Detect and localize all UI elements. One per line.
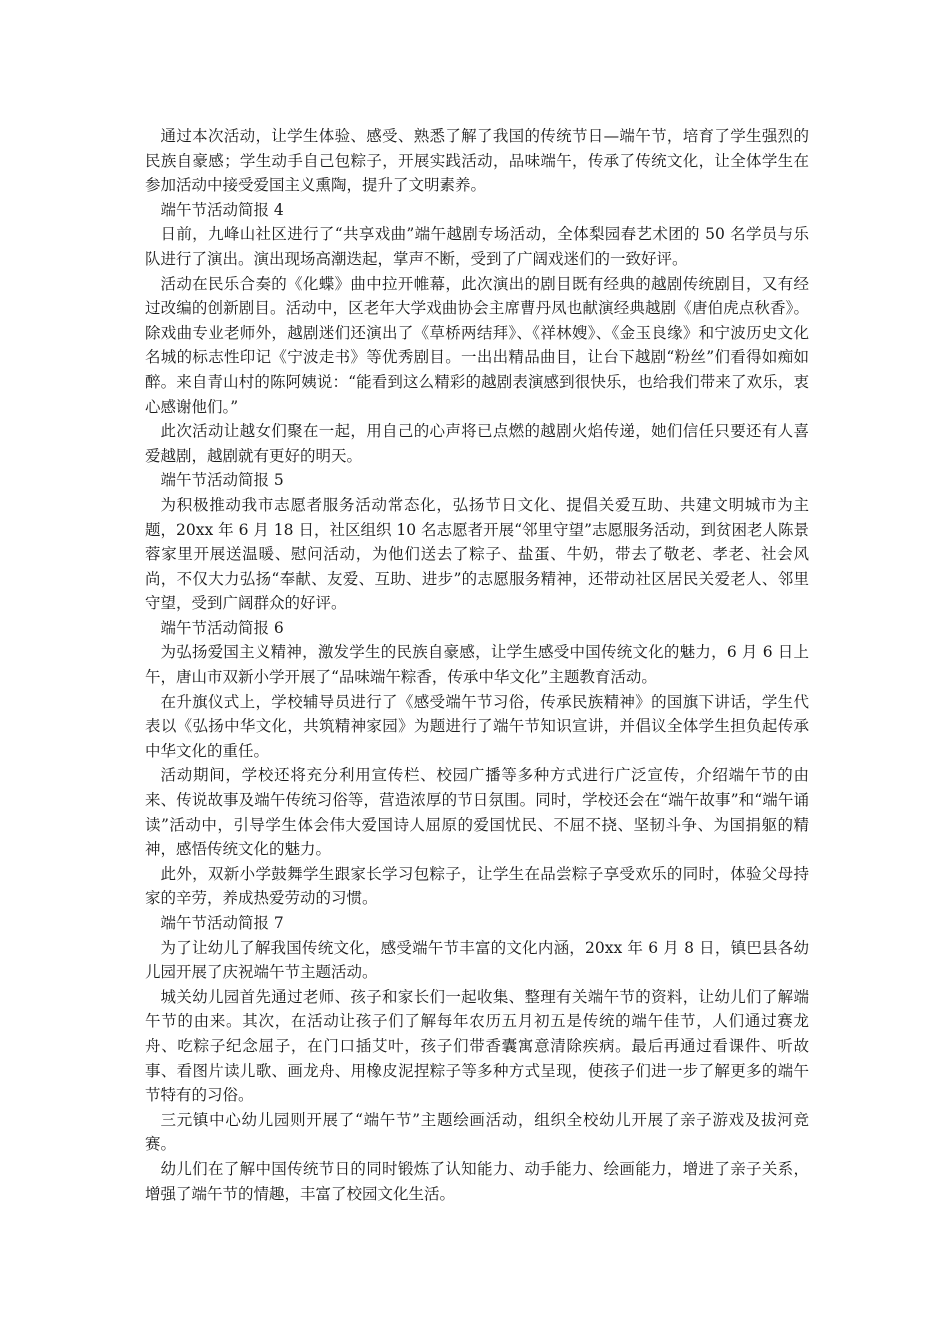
paragraph: 为弘扬爱国主义精神，激发学生的民族自豪感，让学生感受中国传统文化的魅力，6 月 6 日上午，唐山市双新小学开展了“品味端午粽香，传承中华文化”主题教育活动。 xyxy=(145,643,809,687)
paragraph: 在升旗仪式上，学校辅导员进行了《感受端午节习俗，传承民族精神》的国旗下讲话，学生代表以《弘扬中华文化，共筑精神家园》为题进行了端午节知识宣讲，并倡议全体学生担负起传承中华文化的重任。 xyxy=(145,692,809,760)
section-heading: 端午节活动简报 6 xyxy=(160,618,284,637)
paragraph: 此外，双新小学鼓舞学生跟家长学习包粽子，让学生在品尝粽子享受欢乐的同时，体验父母持家的辛劳，养成热爱劳动的习惯。 xyxy=(145,864,809,908)
document-body xyxy=(145,124,809,1206)
section-heading: 端午节活动简报 5 xyxy=(160,471,284,490)
paragraph: 通过本次活动，让学生体验、感受、熟悉了解了我国的传统节日—端午节，培育了学生强烈的民族自豪感；学生动手自己包粽子，开展实践活动，品味端午，传承了传统文化，让全体学生在参加活动中接受爱国主义熏陶，提升了文明素养。 xyxy=(145,127,809,195)
section-heading: 端午节活动简报 7 xyxy=(160,914,284,932)
section-heading: 端午节活动简报 4 xyxy=(160,200,284,219)
paragraph: 活动在民乐合奏的《化蝶》曲中拉开帷幕，此次演出的剧目既有经典的越剧传统剧目，又有经过改编的创新剧目。活动中，区老年大学戏曲协会主席曹丹凤也献演经典越剧《唐伯虎点秋香》。除戏曲专业老师外，越剧迷们还演出了《草桥两结拜》、《祥林嫂》、《金玉良缘》和宁波历史文化名城的标志性印记《宁波走书》等优秀剧目。一出出精品曲目，让台下越剧“粉丝”们看得如痴如醉。来自青山村的陈阿姨说：“能看到这么精彩的越剧表演感到很快乐，也给我们带来了欢乐，衷心感谢他们。” xyxy=(145,274,809,416)
paragraph: 为了让幼儿了解我国传统文化，感受端午节丰富的文化内涵，20xx 年 6 月 8 日，镇巴县各幼儿园开展了庆祝端午节主题活动。 xyxy=(145,938,809,982)
paragraph: 此次活动让越女们聚在一起，用自己的心声将已点燃的越剧火焰传递，她们信任只要还有人喜爱越剧，越剧就有更好的明天。 xyxy=(145,422,809,465)
paragraph: 城关幼儿园首先通过老师、孩子和家长们一起收集、整理有关端午节的资料，让幼儿们了解端午节的由来。其次，在活动让孩子们了解每年农历五月初五是传统的端午佳节，人们通过赛龙舟、吃粽子纪念屈子，在门口插艾叶，孩子们带香囊寓意清除疾病。最后再通过看课件、听故事、看图片读儿歌、画龙舟、用橡皮泥捏粽子等多种方式呈现，使孩子们进一步了解更多的端午节特有的习俗。 xyxy=(145,987,809,1105)
paragraph: 幼儿们在了解中国传统节日的同时锻炼了认知能力、动手能力、绘画能力，增进了亲子关系，增强了端午节的情趣，丰富了校园文化生活。 xyxy=(145,1159,809,1203)
paragraph: 日前，九峰山社区进行了“共享戏曲”端午越剧专场活动，全体梨园春艺术团的 50 名学员与乐队进行了演出。演出现场高潮迭起，掌声不断，受到了广阔戏迷们的一致好评。 xyxy=(145,225,809,268)
paragraph: 活动期间，学校还将充分利用宣传栏、校园广播等多种方式进行广泛宣传，介绍端午节的由来、传说故事及端午传统习俗等，营造浓厚的节日氛围。同时，学校还会在“端午故事”和“端午诵读”活动中，引导学生体会伟大爱国诗人屈原的爱国忧民、不屈不挠、坚韧斗争、为国捐躯的精神，感悟传统文化的魅力。 xyxy=(145,766,809,859)
paragraph: 三元镇中心幼儿园则开展了“端午节”主题绘画活动，组织全校幼儿开展了亲子游戏及拔河竞赛。 xyxy=(145,1110,809,1154)
paragraph: 为积极推动我市志愿者服务活动常态化，弘扬节日文化、提倡关爱互助、共建文明城市为主题，20xx 年 6 月 18 日，社区组织 10 名志愿者开展“邻里守望”志愿服务活动，到贫困老人陈景蓉家里开展送温暖、慰问活动，为他们送去了粽子、盐蛋、牛奶，带去了敬老、孝老、社会风尚，不仅大力弘扬“奉献、友爱、互助、进步”的志愿服务精神，还带动社区居民关爱老人、邻里守望，受到广阔群众的好评。 xyxy=(145,495,809,613)
